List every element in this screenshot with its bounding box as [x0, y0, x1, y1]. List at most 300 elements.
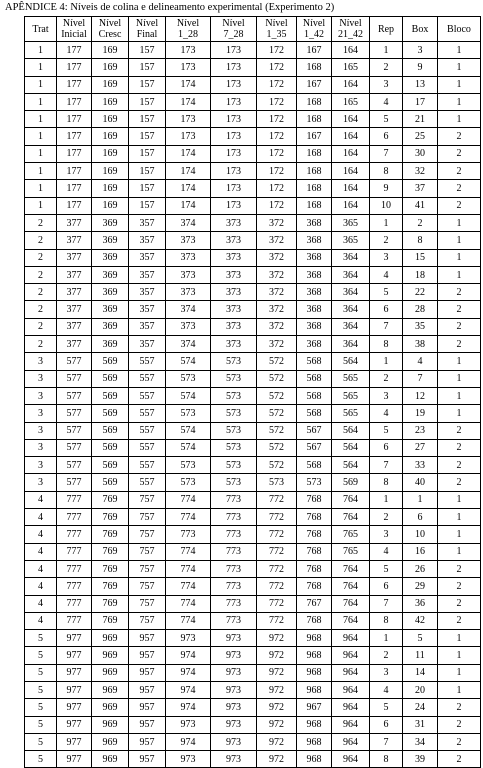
table-cell: 172 [257, 128, 297, 145]
table-cell: 377 [57, 336, 92, 353]
table-cell: 2 [370, 232, 403, 249]
column-header-line: 1_42 [304, 29, 324, 40]
table-cell: 372 [257, 301, 297, 318]
table-cell: 167 [297, 76, 332, 93]
table-cell: 7 [370, 733, 403, 750]
table-cell: 977 [57, 716, 92, 733]
table-cell: 5 [370, 111, 403, 128]
table-cell: 757 [129, 543, 166, 560]
table-cell: 174 [166, 145, 211, 162]
table-cell: 169 [92, 145, 129, 162]
table-row [25, 93, 481, 110]
table-row [25, 249, 481, 266]
table-cell: 974 [166, 733, 211, 750]
table-cell: 969 [92, 647, 129, 664]
table-cell: 377 [57, 284, 92, 301]
column-header-line: Nível [98, 18, 122, 29]
table-cell: 757 [129, 526, 166, 543]
table-cell: 569 [332, 474, 370, 491]
table-row [25, 422, 481, 439]
table-cell: 1 [370, 214, 403, 231]
table-cell: 157 [129, 128, 166, 145]
table-cell: 957 [129, 699, 166, 716]
table-cell: 373 [166, 249, 211, 266]
table-cell: 177 [57, 93, 92, 110]
table-cell: 969 [92, 699, 129, 716]
table-cell: 757 [129, 578, 166, 595]
table-cell: 968 [297, 647, 332, 664]
table-cell: 757 [129, 595, 166, 612]
table-cell: 777 [57, 526, 92, 543]
table-cell: 6 [370, 716, 403, 733]
table-cell: 572 [257, 370, 297, 387]
table-cell: 377 [57, 249, 92, 266]
table-row [25, 560, 481, 577]
table-cell: 167 [297, 128, 332, 145]
table-cell: 957 [129, 751, 166, 768]
table-cell: 164 [332, 111, 370, 128]
table-cell: 11 [403, 647, 438, 664]
table-cell: 757 [129, 560, 166, 577]
column-header [370, 17, 403, 42]
table-cell: 2 [438, 699, 481, 716]
table-row [25, 595, 481, 612]
table-cell: 572 [257, 457, 297, 474]
table-cell: 2 [370, 509, 403, 526]
table-cell: 6 [370, 578, 403, 595]
column-header-line: Box [411, 23, 429, 35]
table-cell: 357 [129, 318, 166, 335]
table-cell: 5 [370, 422, 403, 439]
table-cell: 769 [92, 543, 129, 560]
table-cell: 4 [25, 509, 57, 526]
table-cell: 369 [92, 318, 129, 335]
table-cell: 968 [297, 733, 332, 750]
column-header-line: Cresc [98, 29, 122, 40]
table-cell: 964 [332, 681, 370, 698]
table-row [25, 647, 481, 664]
column-header [92, 17, 129, 42]
table-cell: 3 [370, 249, 403, 266]
table-cell: 573 [211, 370, 257, 387]
table-cell: 172 [257, 76, 297, 93]
table-row [25, 145, 481, 162]
table-cell: 368 [297, 249, 332, 266]
table-cell: 174 [166, 197, 211, 214]
table-cell: 774 [166, 578, 211, 595]
table-cell: 773 [211, 578, 257, 595]
table-cell: 157 [129, 42, 166, 59]
column-header-line: Nível [176, 18, 200, 29]
table-cell: 177 [57, 163, 92, 180]
table-cell: 573 [211, 387, 257, 404]
table-cell: 168 [297, 197, 332, 214]
table-cell: 3 [370, 526, 403, 543]
table-cell: 568 [297, 387, 332, 404]
table-cell: 4 [370, 681, 403, 698]
table-cell: 6 [370, 128, 403, 145]
table-cell: 972 [257, 751, 297, 768]
table-cell: 568 [297, 353, 332, 370]
table-cell: 173 [211, 59, 257, 76]
table-cell: 957 [129, 647, 166, 664]
table-cell: 573 [257, 474, 297, 491]
table-cell: 6 [403, 509, 438, 526]
table-cell: 968 [297, 716, 332, 733]
table-cell: 177 [57, 145, 92, 162]
table-cell: 573 [211, 457, 257, 474]
table-cell: 573 [211, 405, 257, 422]
table-cell: 1 [438, 543, 481, 560]
table-cell: 7 [403, 370, 438, 387]
table-cell: 564 [332, 439, 370, 456]
table-cell: 977 [57, 699, 92, 716]
table-cell: 1 [438, 353, 481, 370]
table-cell: 768 [297, 543, 332, 560]
table-cell: 169 [92, 93, 129, 110]
table-cell: 173 [211, 93, 257, 110]
table-cell: 369 [92, 214, 129, 231]
table-cell: 3 [25, 353, 57, 370]
table-cell: 764 [332, 612, 370, 629]
column-header [129, 17, 166, 42]
table-cell: 164 [332, 76, 370, 93]
table-cell: 164 [332, 42, 370, 59]
table-cell: 172 [257, 180, 297, 197]
table-cell: 168 [297, 180, 332, 197]
table-cell: 7 [370, 457, 403, 474]
table-row [25, 318, 481, 335]
table-cell: 3 [25, 387, 57, 404]
table-cell: 973 [211, 681, 257, 698]
table-cell: 568 [297, 405, 332, 422]
table-cell: 172 [257, 163, 297, 180]
table-cell: 577 [57, 474, 92, 491]
table-cell: 8 [370, 336, 403, 353]
table-cell: 769 [92, 509, 129, 526]
table-cell: 769 [92, 491, 129, 508]
table-cell: 169 [92, 76, 129, 93]
table-cell: 772 [257, 543, 297, 560]
table-cell: 4 [25, 491, 57, 508]
column-header-line: Nível [135, 18, 159, 29]
table-cell: 968 [297, 630, 332, 647]
table-cell: 774 [166, 560, 211, 577]
table-cell: 577 [57, 405, 92, 422]
table-cell: 21 [403, 111, 438, 128]
table-row [25, 664, 481, 681]
table-cell: 3 [370, 387, 403, 404]
table-row [25, 284, 481, 301]
table-cell: 377 [57, 318, 92, 335]
table-cell: 2 [25, 266, 57, 283]
table-cell: 373 [211, 266, 257, 283]
table-cell: 572 [257, 422, 297, 439]
table-cell: 564 [332, 353, 370, 370]
table-cell: 773 [211, 595, 257, 612]
table-cell: 177 [57, 180, 92, 197]
table-cell: 177 [57, 42, 92, 59]
table-cell: 777 [57, 491, 92, 508]
table-cell: 4 [25, 578, 57, 595]
table-cell: 157 [129, 93, 166, 110]
table-cell: 557 [129, 370, 166, 387]
table-cell: 4 [370, 543, 403, 560]
table-cell: 765 [332, 543, 370, 560]
table-row [25, 699, 481, 716]
table-row [25, 733, 481, 750]
table-cell: 573 [166, 457, 211, 474]
table-cell: 2 [438, 612, 481, 629]
table-cell: 1 [25, 180, 57, 197]
table-row [25, 387, 481, 404]
table-cell: 564 [332, 422, 370, 439]
table-row [25, 751, 481, 768]
table-cell: 4 [370, 93, 403, 110]
table-cell: 769 [92, 578, 129, 595]
table-cell: 5 [25, 733, 57, 750]
table-cell: 1 [438, 664, 481, 681]
table-cell: 174 [166, 180, 211, 197]
table-cell: 177 [57, 128, 92, 145]
table-cell: 3 [25, 370, 57, 387]
table-cell: 357 [129, 249, 166, 266]
table-cell: 13 [403, 76, 438, 93]
table-cell: 1 [438, 249, 481, 266]
table-cell: 969 [92, 630, 129, 647]
table-cell: 1 [370, 491, 403, 508]
table-cell: 16 [403, 543, 438, 560]
table-cell: 373 [211, 249, 257, 266]
table-cell: 3 [370, 664, 403, 681]
table-cell: 177 [57, 111, 92, 128]
table-row [25, 111, 481, 128]
table-cell: 974 [166, 647, 211, 664]
table-cell: 574 [166, 387, 211, 404]
table-cell: 4 [25, 560, 57, 577]
table-cell: 3 [25, 405, 57, 422]
table-row [25, 526, 481, 543]
table-cell: 973 [211, 630, 257, 647]
table-cell: 169 [92, 197, 129, 214]
table-cell: 5 [25, 664, 57, 681]
table-cell: 33 [403, 457, 438, 474]
table-cell: 167 [297, 42, 332, 59]
table-cell: 2 [438, 284, 481, 301]
column-header [57, 17, 92, 42]
table-cell: 777 [57, 543, 92, 560]
table-cell: 769 [92, 595, 129, 612]
table-cell: 4 [370, 405, 403, 422]
table-cell: 6 [370, 301, 403, 318]
table-cell: 168 [297, 111, 332, 128]
table-cell: 173 [211, 163, 257, 180]
table-cell: 777 [57, 560, 92, 577]
table-cell: 4 [25, 612, 57, 629]
table-cell: 173 [166, 42, 211, 59]
table-cell: 169 [92, 59, 129, 76]
table-cell: 5 [403, 630, 438, 647]
table-cell: 768 [297, 526, 332, 543]
table-cell: 772 [257, 612, 297, 629]
column-header [166, 17, 211, 42]
table-cell: 32 [403, 163, 438, 180]
table-cell: 1 [403, 491, 438, 508]
table-cell: 1 [370, 353, 403, 370]
table-row [25, 266, 481, 283]
table-cell: 365 [332, 214, 370, 231]
table-cell: 769 [92, 612, 129, 629]
table-cell: 557 [129, 422, 166, 439]
table-cell: 5 [25, 751, 57, 768]
table-row [25, 59, 481, 76]
table-cell: 772 [257, 526, 297, 543]
table-cell: 2 [438, 716, 481, 733]
table-cell: 1 [438, 111, 481, 128]
table-cell: 20 [403, 681, 438, 698]
table-cell: 1 [438, 59, 481, 76]
column-header [211, 17, 257, 42]
table-cell: 969 [92, 733, 129, 750]
table-cell: 7 [370, 595, 403, 612]
table-row [25, 163, 481, 180]
table-row [25, 128, 481, 145]
table-cell: 773 [211, 491, 257, 508]
table-cell: 1 [438, 405, 481, 422]
table-cell: 764 [332, 491, 370, 508]
table-cell: 369 [92, 336, 129, 353]
table-cell: 569 [92, 370, 129, 387]
table-cell: 557 [129, 439, 166, 456]
table-cell: 973 [211, 733, 257, 750]
table-cell: 557 [129, 387, 166, 404]
table-cell: 173 [211, 111, 257, 128]
table-cell: 1 [438, 387, 481, 404]
table-cell: 19 [403, 405, 438, 422]
table-cell: 368 [297, 214, 332, 231]
table-cell: 973 [166, 751, 211, 768]
table-cell: 964 [332, 630, 370, 647]
column-header-line: Rep [377, 23, 395, 35]
table-cell: 31 [403, 716, 438, 733]
table-cell: 2 [370, 370, 403, 387]
table-row [25, 197, 481, 214]
table-cell: 1 [438, 526, 481, 543]
table-cell: 2 [438, 578, 481, 595]
column-header-line: Final [136, 29, 158, 40]
table-cell: 372 [257, 232, 297, 249]
table-cell: 557 [129, 457, 166, 474]
table-cell: 764 [332, 560, 370, 577]
table-cell: 372 [257, 214, 297, 231]
table-cell: 373 [211, 318, 257, 335]
table-cell: 8 [370, 163, 403, 180]
table-cell: 177 [57, 59, 92, 76]
table-cell: 3 [370, 76, 403, 93]
table-cell: 4 [25, 543, 57, 560]
table-cell: 1 [438, 630, 481, 647]
table-cell: 173 [211, 128, 257, 145]
table-cell: 2 [438, 595, 481, 612]
table-row [25, 543, 481, 560]
table-cell: 5 [25, 647, 57, 664]
table-cell: 5 [25, 630, 57, 647]
table-cell: 169 [92, 42, 129, 59]
table-cell: 1 [438, 491, 481, 508]
table-cell: 768 [297, 491, 332, 508]
table-cell: 169 [92, 128, 129, 145]
table-cell: 2 [370, 59, 403, 76]
table-cell: 38 [403, 336, 438, 353]
table-cell: 569 [92, 353, 129, 370]
table-cell: 569 [92, 422, 129, 439]
table-cell: 977 [57, 664, 92, 681]
table-cell: 2 [438, 439, 481, 456]
table-cell: 364 [332, 249, 370, 266]
table-cell: 165 [332, 59, 370, 76]
table-cell: 172 [257, 59, 297, 76]
table-cell: 573 [166, 370, 211, 387]
table-cell: 12 [403, 387, 438, 404]
table-cell: 4 [25, 595, 57, 612]
table-cell: 5 [25, 716, 57, 733]
table-cell: 773 [211, 612, 257, 629]
table-cell: 173 [211, 197, 257, 214]
table-cell: 5 [370, 284, 403, 301]
table-cell: 2 [25, 318, 57, 335]
table-cell: 173 [166, 128, 211, 145]
table-cell: 773 [166, 526, 211, 543]
table-cell: 357 [129, 266, 166, 283]
table-cell: 34 [403, 733, 438, 750]
table-row [25, 716, 481, 733]
table-cell: 4 [403, 353, 438, 370]
table-cell: 572 [257, 405, 297, 422]
table-cell: 373 [166, 266, 211, 283]
table-cell: 565 [332, 387, 370, 404]
table-cell: 964 [332, 716, 370, 733]
table-cell: 368 [297, 266, 332, 283]
table-cell: 765 [332, 526, 370, 543]
table-cell: 22 [403, 284, 438, 301]
column-header-line: Nível [339, 18, 362, 29]
table-cell: 165 [332, 93, 370, 110]
table-cell: 557 [129, 353, 166, 370]
table-cell: 569 [92, 439, 129, 456]
table-cell: 1 [438, 232, 481, 249]
table-cell: 773 [211, 509, 257, 526]
table-cell: 177 [57, 76, 92, 93]
table-cell: 972 [257, 664, 297, 681]
table-cell: 973 [211, 664, 257, 681]
table-cell: 2 [438, 751, 481, 768]
table-cell: 157 [129, 76, 166, 93]
table-cell: 564 [332, 457, 370, 474]
table-cell: 573 [211, 474, 257, 491]
table-cell: 557 [129, 405, 166, 422]
table-cell: 377 [57, 214, 92, 231]
table-cell: 1 [370, 630, 403, 647]
table-cell: 377 [57, 301, 92, 318]
table-row [25, 491, 481, 508]
table-cell: 17 [403, 93, 438, 110]
table-cell: 369 [92, 266, 129, 283]
table-cell: 777 [57, 509, 92, 526]
table-row [25, 336, 481, 353]
table-cell: 572 [257, 387, 297, 404]
table-cell: 768 [297, 560, 332, 577]
table-cell: 572 [257, 353, 297, 370]
